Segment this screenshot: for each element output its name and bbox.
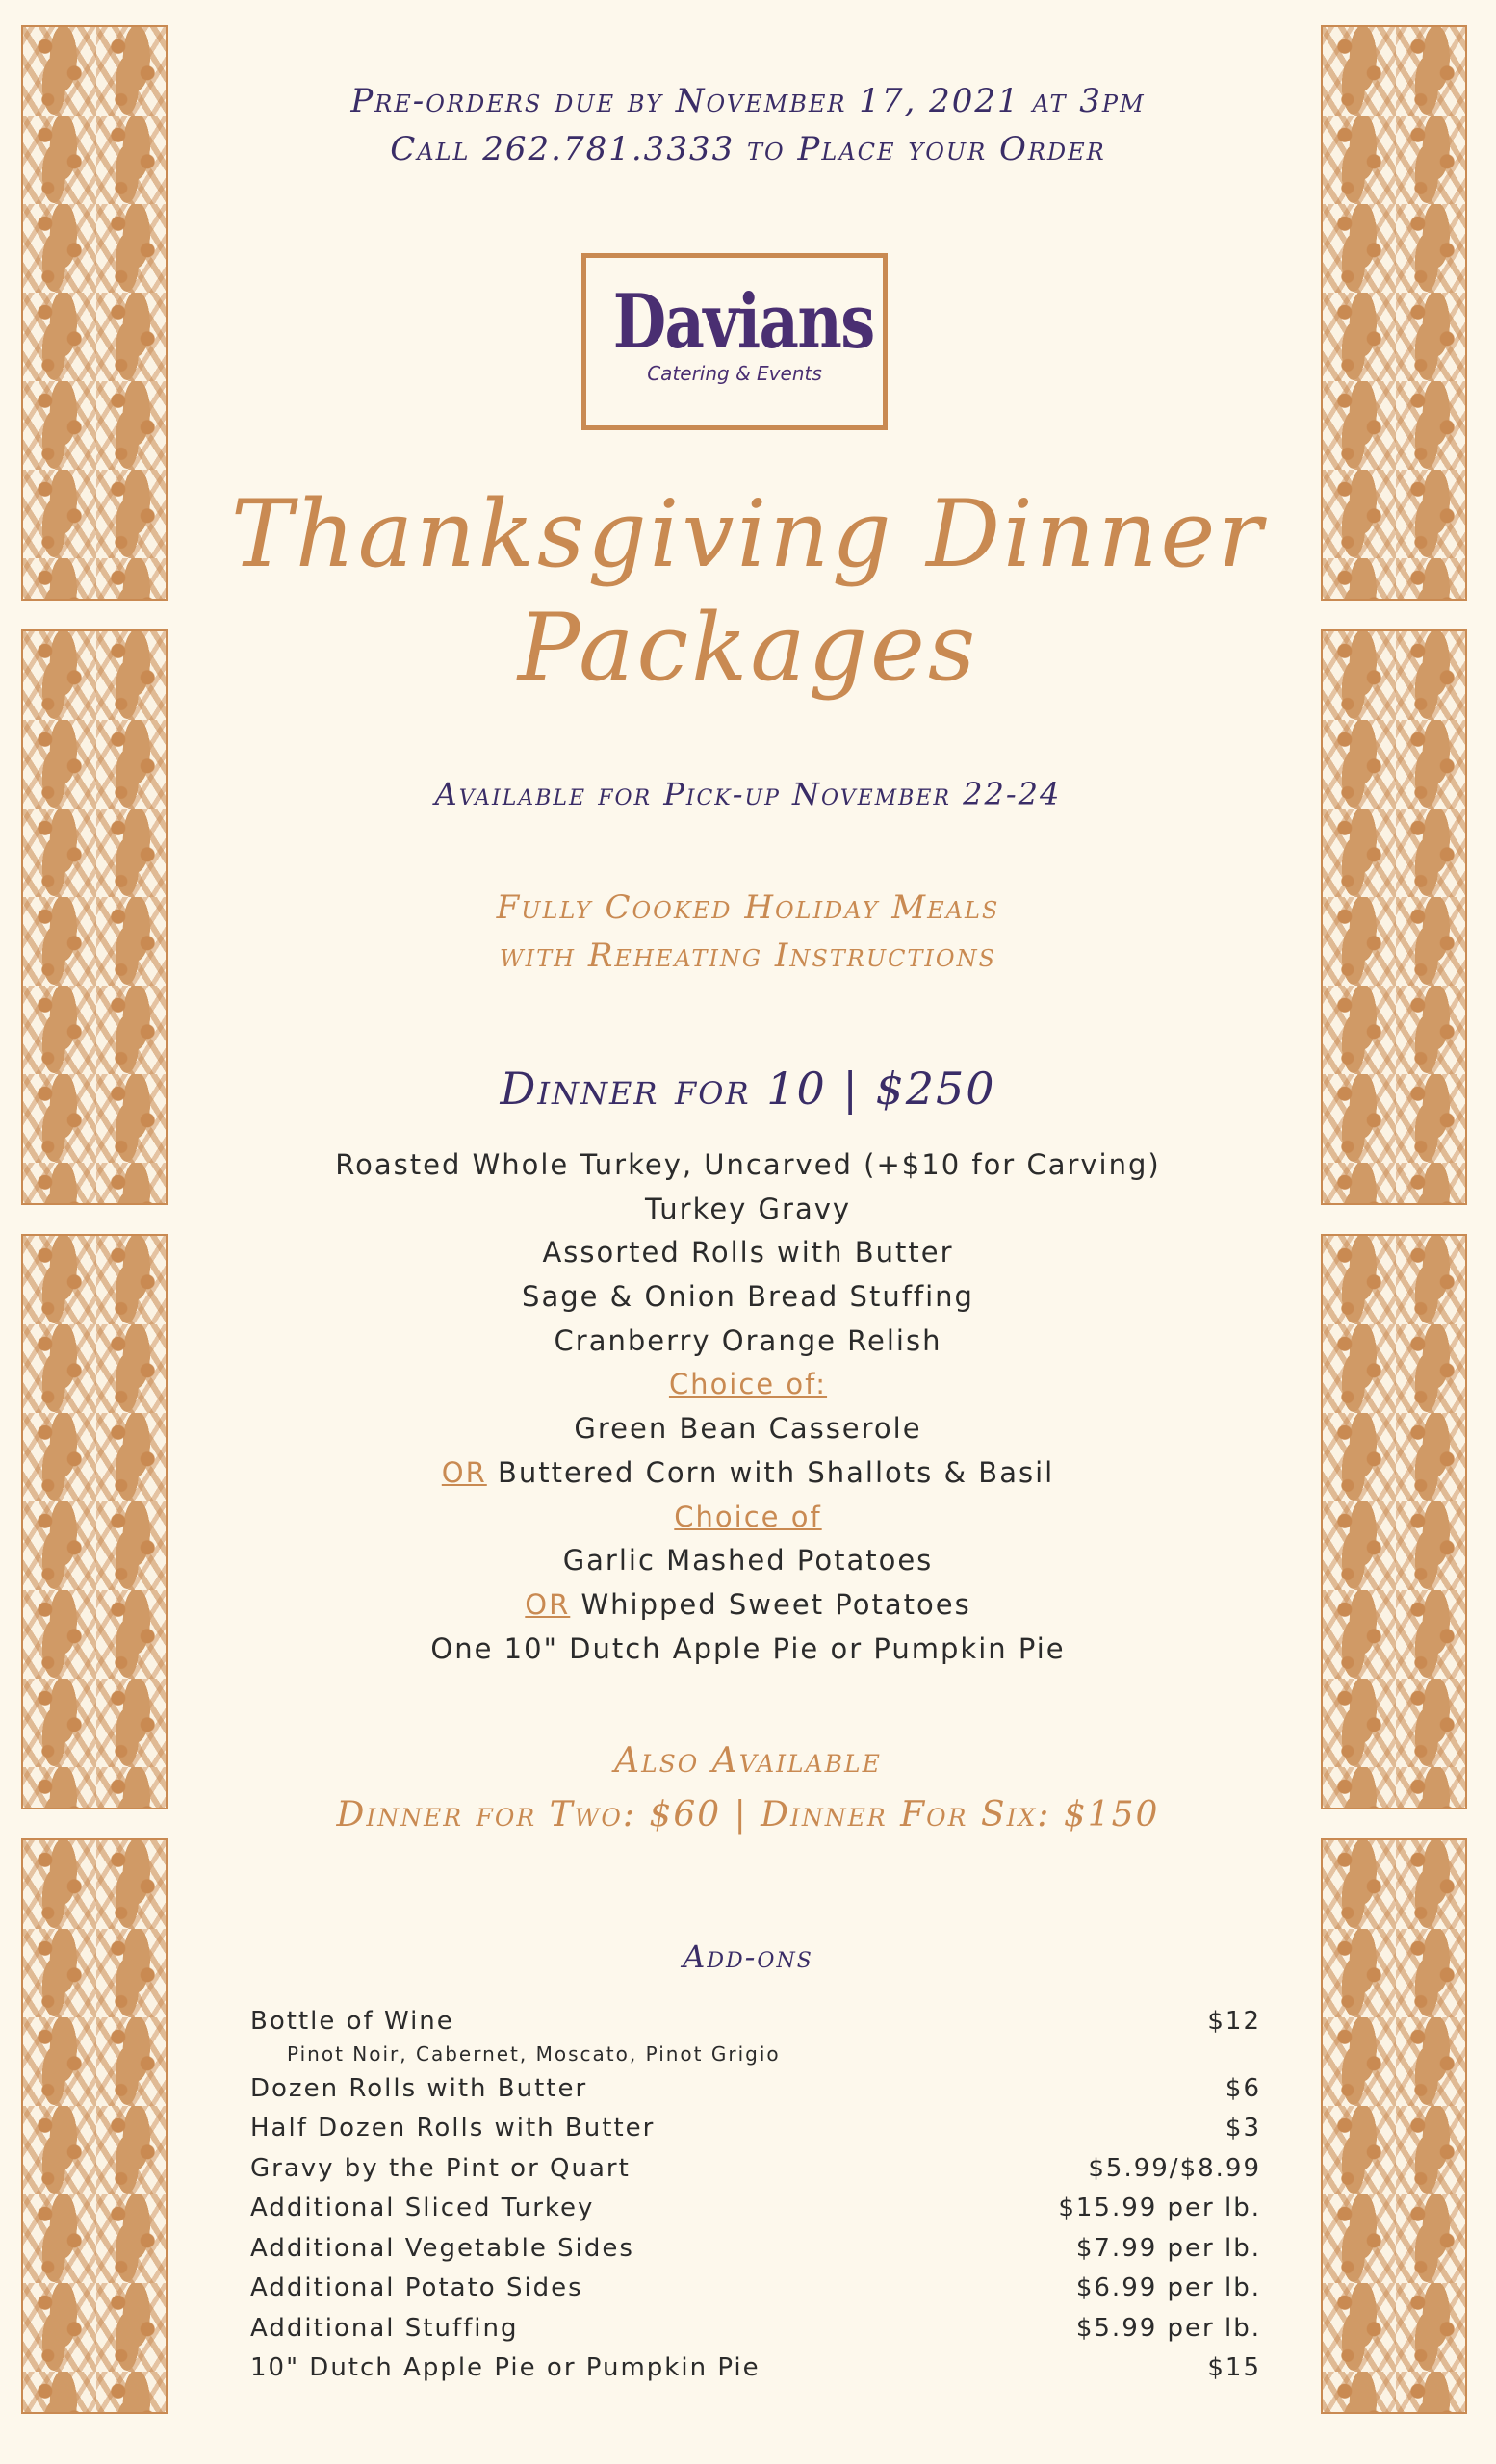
pickup-dates: Available for Pick-up November 22-24 [434, 776, 1062, 812]
choice-label: Choice of [674, 1500, 822, 1533]
floral-panel [1321, 25, 1467, 601]
menu-item: Assorted Rolls with Butter [542, 1236, 954, 1270]
addon-price: $6.99 per lb. [1075, 2273, 1261, 2302]
addon-name: Additional Sliced Turkey [250, 2194, 595, 2222]
addon-price: $7.99 per lb. [1075, 2233, 1261, 2263]
list-item [250, 2069, 1261, 2110]
menu-items [193, 1143, 1303, 1671]
addon-name: Half Dozen Rolls with Butter [250, 2114, 656, 2143]
left-floral-border [21, 25, 171, 2414]
preorder-notice [193, 77, 1303, 173]
menu-item: One 10" Dutch Apple Pie or Pumpkin Pie [430, 1631, 1066, 1665]
list-item [250, 2109, 1261, 2149]
addon-price: $6 [1225, 2073, 1261, 2103]
floral-panel [21, 1234, 168, 1810]
list-item [250, 2309, 1261, 2349]
page-title [193, 477, 1303, 705]
choice-label: Choice of: [668, 1368, 828, 1401]
order-phone: Call 262.781.3333 to Place your Order [390, 130, 1106, 168]
addon-price: $15.99 per lb. [1058, 2194, 1261, 2222]
floral-panel [21, 629, 168, 1205]
addon-name: Gravy by the Pint or Quart [250, 2153, 631, 2183]
or-label: OR [441, 1455, 487, 1489]
addon-name: Bottle of Wine [250, 2007, 454, 2036]
addon-name: Additional Potato Sides [250, 2273, 583, 2302]
menu-item: Buttered Corn with Shallots & Basil [486, 1455, 1055, 1489]
addons-heading: Add-ons [683, 1938, 813, 1975]
right-floral-border [1321, 25, 1471, 2414]
menu-item: Whipped Sweet Potatoes [570, 1587, 971, 1621]
list-item [250, 2189, 1261, 2229]
menu-item: Roasted Whole Turkey, Uncarved (+$10 for Carving) [335, 1148, 1161, 1181]
floral-panel [1321, 629, 1467, 1205]
menu-item: Cranberry Orange Relish [554, 1323, 942, 1357]
addon-price: $12 [1207, 2007, 1261, 2036]
logo-name: Davians [612, 278, 874, 366]
dinner-for-ten-heading: Dinner for 10 | $250 [500, 1063, 996, 1115]
fully-cooked-line-2: with Reheating Instructions [499, 937, 997, 975]
addon-name: Additional Vegetable Sides [250, 2233, 634, 2263]
title-line-1: Thanksgiving Dinner [230, 480, 1266, 588]
wine-varieties: Pinot Noir, Cabernet, Moscato, Pinot Grigio [287, 2041, 781, 2066]
other-dinner-sizes: Dinner for Two: $60 | Dinner For Six: $150 [336, 1795, 1160, 1835]
addons-list [250, 2002, 1261, 2389]
also-available-title: Also Available [614, 1741, 882, 1781]
list-item [250, 2002, 1261, 2042]
or-label: OR [525, 1587, 571, 1621]
logo-tagline: Catering & Events [647, 362, 822, 385]
fully-cooked-note [193, 884, 1303, 980]
addon-price: $5.99 per lb. [1075, 2313, 1261, 2343]
list-item [250, 2348, 1261, 2389]
addon-name: 10" Dutch Apple Pie or Pumpkin Pie [250, 2353, 761, 2382]
also-available [193, 1734, 1303, 1842]
list-item [250, 2229, 1261, 2270]
title-line-2: Packages [517, 594, 979, 702]
menu-item: Sage & Onion Bread Stuffing [522, 1280, 974, 1314]
list-item [250, 2269, 1261, 2309]
floral-panel [21, 1838, 168, 2414]
floral-panel [1321, 1838, 1467, 2414]
addon-name: Additional Stuffing [250, 2313, 519, 2343]
floral-panel [21, 25, 168, 601]
preorder-deadline: Pre-orders due by November 17, 2021 at 3pm [350, 82, 1146, 120]
list-item [250, 2149, 1261, 2190]
addon-price: $15 [1207, 2353, 1261, 2382]
addon-name: Dozen Rolls with Butter [250, 2073, 588, 2103]
floral-panel [1321, 1234, 1467, 1810]
addon-price: $3 [1225, 2114, 1261, 2143]
addon-price: $5.99/$8.99 [1088, 2153, 1261, 2183]
fully-cooked-line-1: Fully Cooked Holiday Meals [496, 888, 1000, 927]
menu-item: Garlic Mashed Potatoes [562, 1544, 934, 1578]
davians-logo [581, 253, 888, 430]
menu-item: Turkey Gravy [644, 1192, 852, 1225]
menu-item: Green Bean Casserole [574, 1412, 922, 1446]
